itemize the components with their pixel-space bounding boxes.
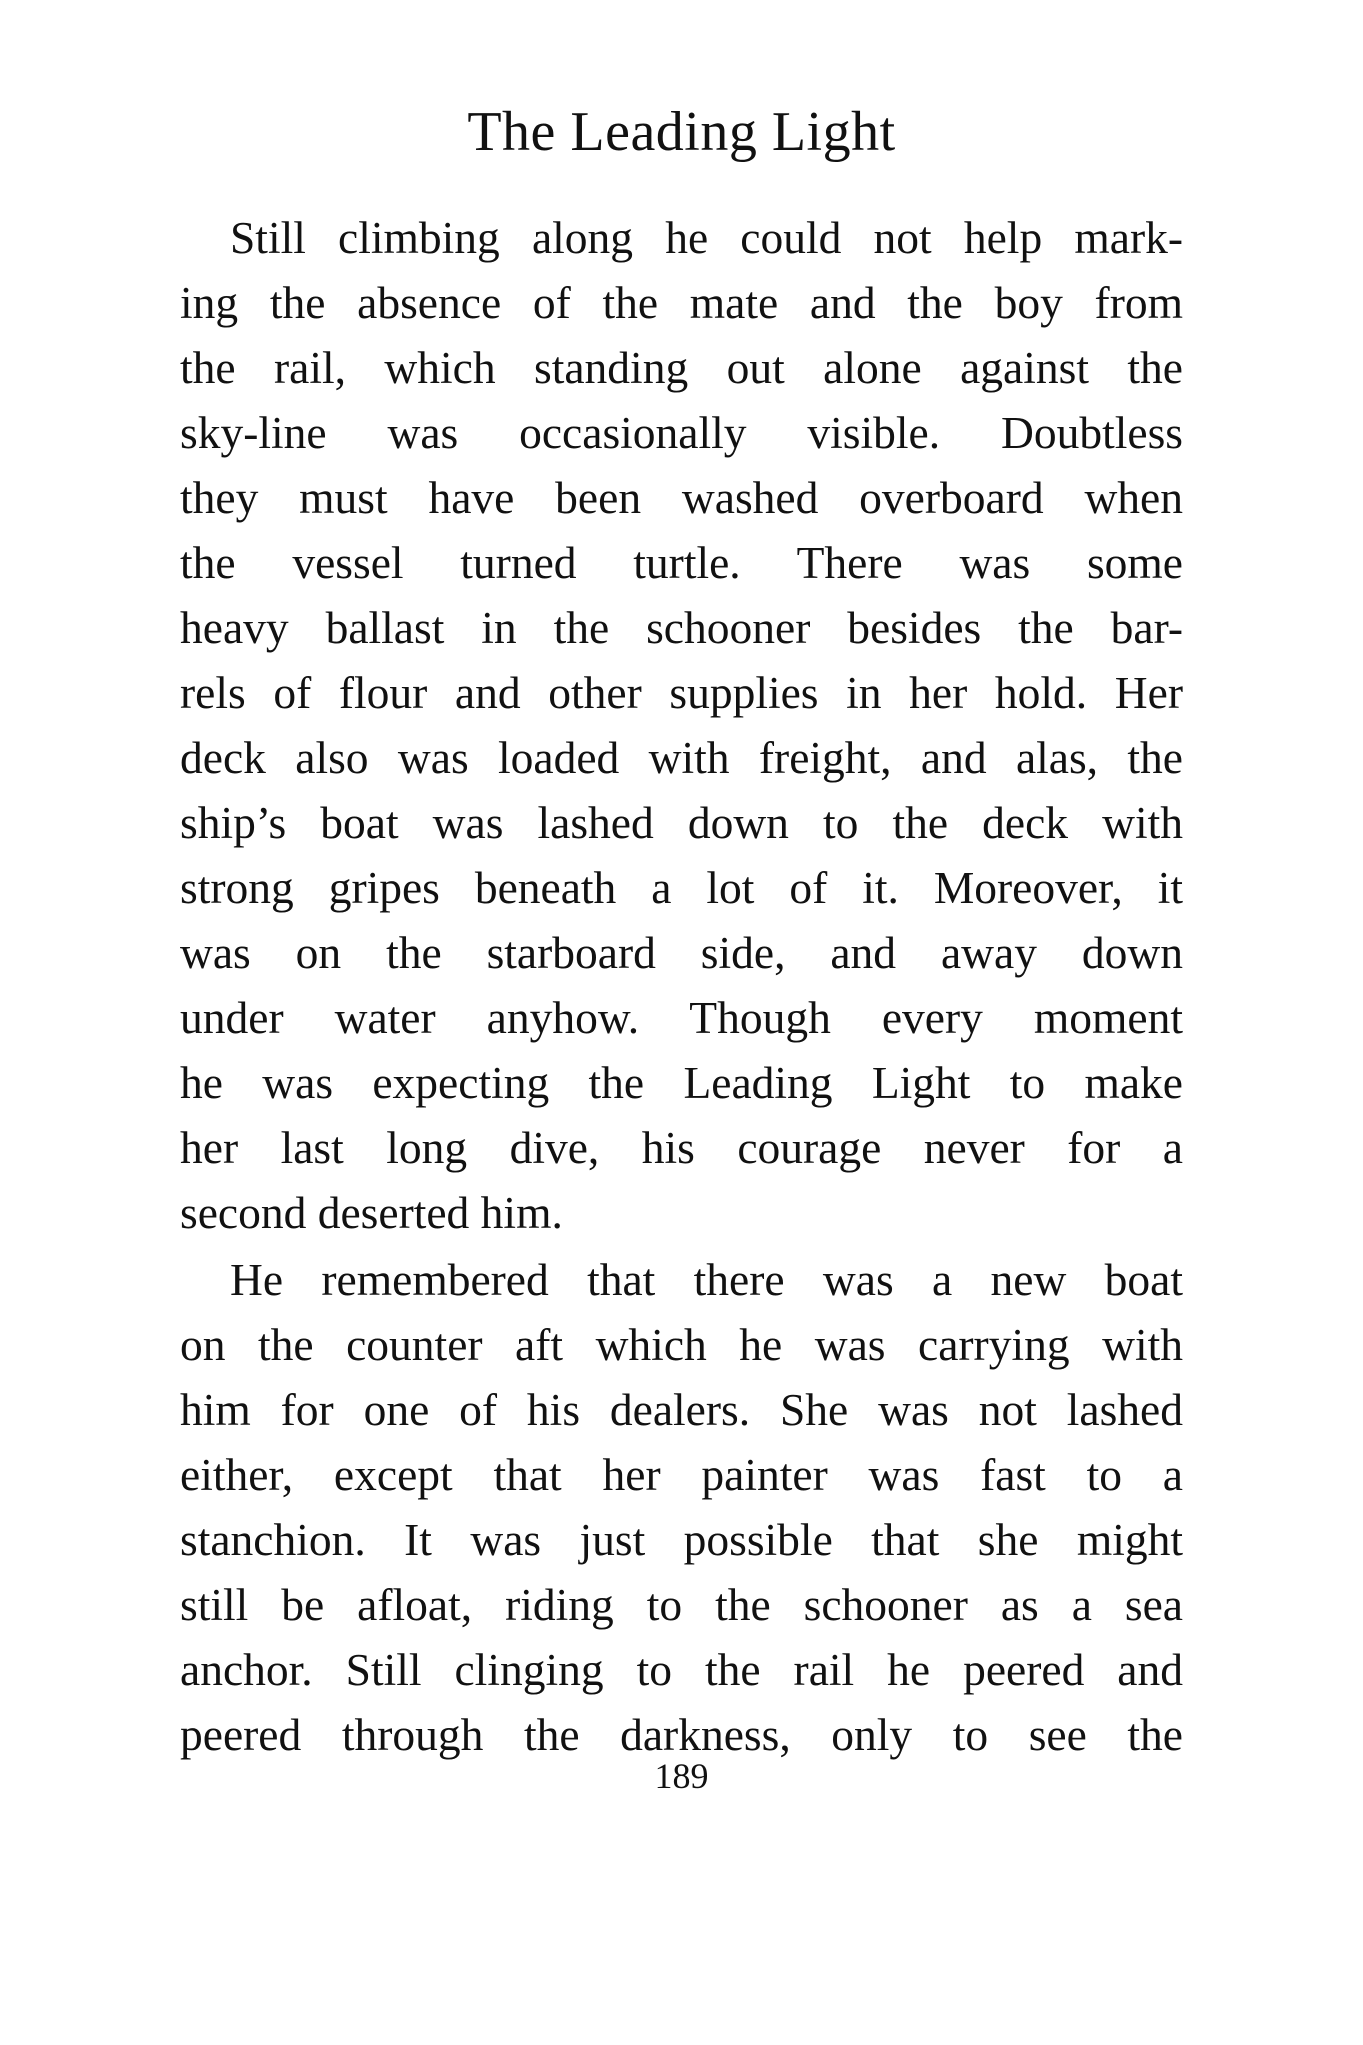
running-head-title: The Leading Light (467, 101, 896, 163)
text-line: the vessel turned turtle. There was some (180, 537, 1183, 588)
text-line: they must have been washed overboard when (180, 472, 1183, 523)
text-line: he was expecting the Leading Light to make (180, 1057, 1183, 1108)
body-text (180, 205, 1183, 1767)
text-line: him for one of his dealers. She was not lashed (180, 1384, 1183, 1435)
text-line: anchor. Still clinging to the rail he peered and (180, 1644, 1183, 1695)
text-line: Still climbing along he could not help mark- (230, 212, 1183, 263)
text-line: the rail, which standing out alone against the (180, 342, 1183, 393)
text-line: peered through the darkness, only to see the (180, 1709, 1183, 1760)
paragraph (180, 205, 1183, 1245)
text-line: ing the absence of the mate and the boy from (180, 277, 1183, 328)
text-line: rels of flour and other supplies in her hold. Her (180, 667, 1183, 718)
text-line: on the counter aft which he was carrying with (180, 1319, 1183, 1370)
text-line: heavy ballast in the schooner besides the bar- (180, 602, 1183, 653)
text-line: her last long dive, his courage never for a (180, 1122, 1183, 1173)
text-line: either, except that her painter was fast to a (180, 1449, 1183, 1500)
text-line: was on the starboard side, and away down (180, 927, 1183, 978)
text-line: stanchion. It was just possible that she might (180, 1514, 1183, 1565)
text-line: under water anyhow. Though every moment (180, 992, 1183, 1043)
text-line: sky-line was occasionally visible. Doubtless (180, 407, 1183, 458)
text-line: strong gripes beneath a lot of it. Moreover, it (180, 862, 1183, 913)
paragraph (180, 1247, 1183, 1767)
text-line: deck also was loaded with freight, and alas, the (180, 732, 1183, 783)
text-line: second deserted him. (180, 1187, 563, 1238)
text-line: still be afloat, riding to the schooner as a sea (180, 1579, 1183, 1630)
text-line: He remembered that there was a new boat (230, 1254, 1183, 1305)
page-number: 189 (654, 1756, 709, 1796)
text-line: ship’s boat was lashed down to the deck with (180, 797, 1183, 848)
